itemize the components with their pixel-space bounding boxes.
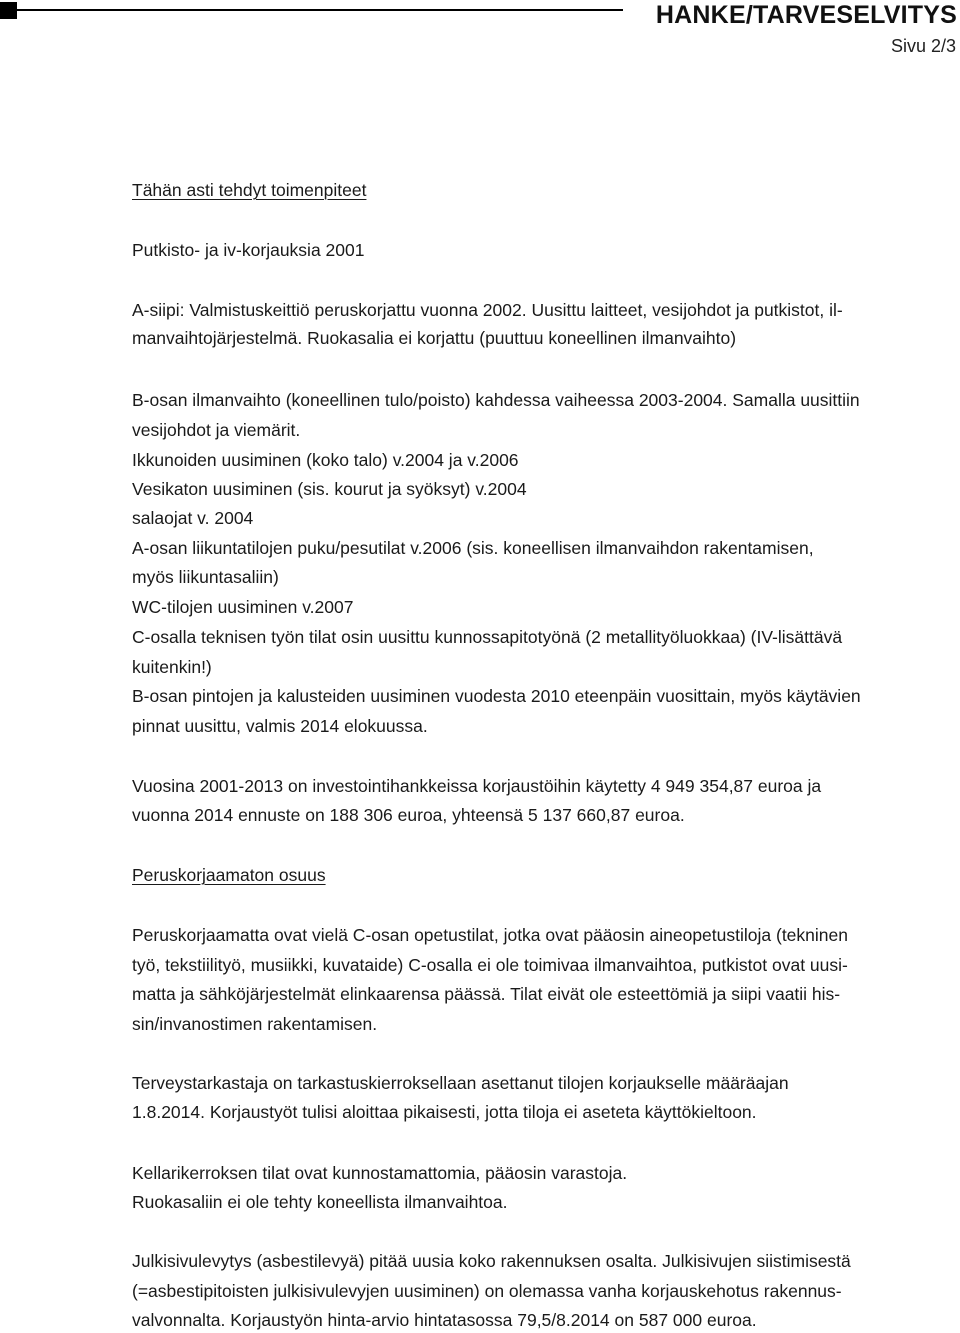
paragraph-line: C-osalla teknisen työn tilat osin uusittu kunnossapitotyönä (2 metallityöluokkaa) (IV-lisättävä — [132, 627, 843, 647]
section-heading-unrenovated: Peruskorjaamaton osuus — [132, 865, 326, 885]
paragraph-line: vesijohdot ja viemärit. — [132, 420, 301, 440]
header-square-mark — [0, 2, 17, 19]
section-heading-done-actions: Tähän asti tehdyt toimenpiteet — [132, 180, 367, 200]
paragraph-line: Peruskorjaamatta ovat vielä C-osan opetustilat, jotka ovat pääosin aineopetustiloja (tekninen — [132, 925, 848, 945]
paragraph-line: Vesikaton uusiminen (sis. kourut ja syöksyt) v.2004 — [132, 479, 527, 499]
paragraph-line: B-osan pintojen ja kalusteiden uusiminen vuodesta 2010 eteenpäin vuosittain, myös käytävien — [132, 686, 861, 706]
paragraph-line: A-osan liikuntatilojen puku/pesutilat v.2006 (sis. koneellisen ilmanvaihdon rakentamisen, — [132, 538, 814, 558]
paragraph-line: (=asbestipitoisten julkisivulevyjen uusiminen) on olemassa vanha korjauskehotus rakennus- — [132, 1281, 842, 1301]
header-rule — [17, 9, 623, 11]
paragraph-line: Ruokasaliin ei ole tehty koneellista ilmanvaihtoa. — [132, 1192, 508, 1212]
paragraph-line: kuitenkin!) — [132, 657, 212, 677]
paragraph-line: valvonnalta. Korjaustyön hinta-arvio hintatasossa 79,5/8.2014 on 587 000 euroa. — [132, 1310, 757, 1330]
paragraph-line: B-osan ilmanvaihto (koneellinen tulo/poisto) kahdessa vaiheessa 2003-2004. Samalla uusittiin — [132, 390, 860, 410]
page-number: Sivu 2/3 — [890, 36, 956, 56]
paragraph-line: Ikkunoiden uusiminen (koko talo) v.2004 ja v.2006 — [132, 450, 519, 470]
paragraph-line: WC-tilojen uusiminen v.2007 — [132, 597, 354, 617]
document-title: HANKE/TARVESELVITYS — [655, 1, 957, 29]
paragraph-line: 1.8.2014. Korjaustyöt tulisi aloittaa pikaisesti, jotta tiloja ei aseteta käyttökieltoon. — [132, 1102, 757, 1122]
paragraph-line: salaojat v. 2004 — [132, 508, 254, 528]
paragraph-line: pinnat uusittu, valmis 2014 elokuussa. — [132, 716, 428, 736]
paragraph-line: työ, tekstiilityö, musiikki, kuvataide) C-osalla ei ole toimivaa ilmanvaihtoa, putkistot ovat uusi- — [132, 955, 848, 975]
paragraph-line: Putkisto- ja iv-korjauksia 2001 — [132, 240, 365, 260]
paragraph-line: sin/invanostimen rakentamisen. — [132, 1014, 378, 1034]
paragraph-line: Kellarikerroksen tilat ovat kunnostamattomia, pääosin varastoja. — [132, 1163, 628, 1183]
paragraph-line: myös liikuntasaliin) — [132, 567, 279, 587]
paragraph-line: Julkisivulevytys (asbestilevyä) pitää uusia koko rakennuksen osalta. Julkisivujen siistimisestä — [132, 1251, 851, 1271]
paragraph-line: manvaihtojärjestelmä. Ruokasalia ei korjattu (puuttuu koneellinen ilmanvaihto) — [132, 328, 737, 348]
paragraph-line: Vuosina 2001-2013 on investointihankkeissa korjaustöihin käytetty 4 949 354,87 euroa ja — [132, 776, 822, 796]
paragraph-line: A-siipi: Valmistuskeittiö peruskorjattu vuonna 2002. Uusittu laitteet, vesijohdot ja putkistot, il- — [132, 300, 843, 320]
paragraph-line: matta ja sähköjärjestelmät elinkaarensa päässä. Tilat eivät ole esteettömiä ja siipi vaatii his- — [132, 984, 841, 1004]
paragraph-line: vuonna 2014 ennuste on 188 306 euroa, yhteensä 5 137 660,87 euroa. — [132, 805, 685, 825]
paragraph-line: Terveystarkastaja on tarkastuskierroksellaan asettanut tilojen korjaukselle määräajan — [132, 1073, 789, 1093]
